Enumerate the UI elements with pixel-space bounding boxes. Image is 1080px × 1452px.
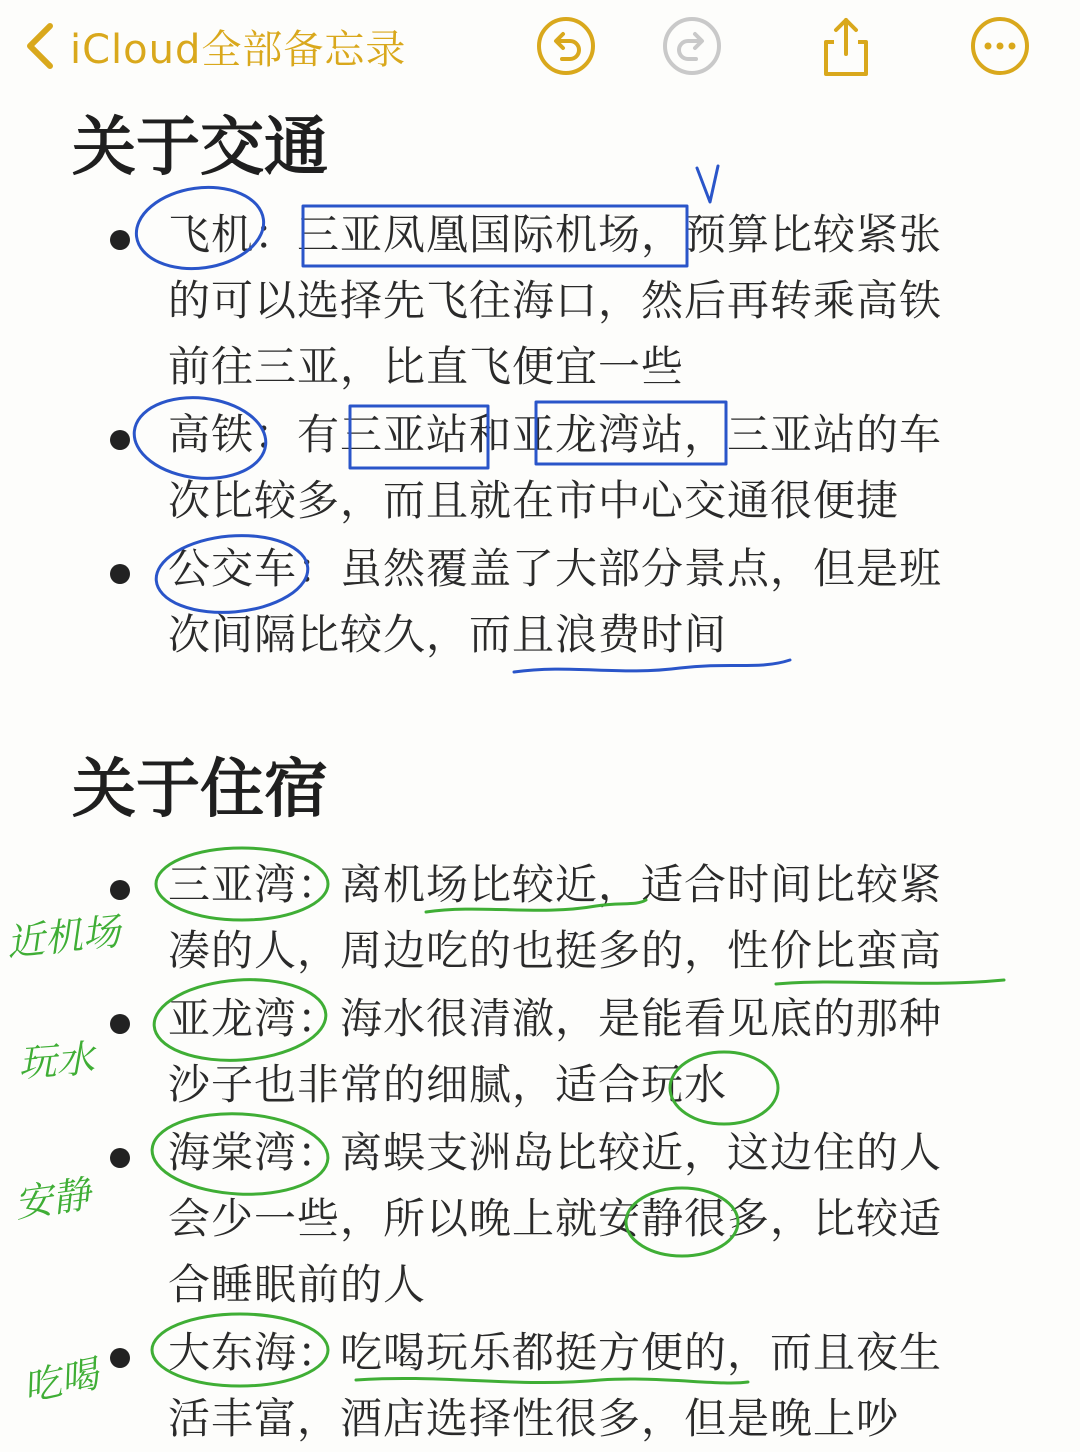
margin-note: 近机场 <box>4 909 123 965</box>
undo-icon[interactable] <box>534 14 598 78</box>
item-line: 活丰富，酒店选择性很多，但是晚上吵 <box>168 1394 900 1443</box>
margin-note: 玩水 <box>16 1036 96 1086</box>
notes-toolbar <box>0 0 1080 96</box>
bullet <box>110 1148 130 1168</box>
back-label: iCloud全部备忘录 <box>70 26 407 73</box>
note-body[interactable] <box>0 96 1080 1443</box>
item-line: 合睡眠前的人 <box>168 1260 427 1309</box>
item-line: 飞机：三亚凤凰国际机场，预算比较紧张 <box>168 210 943 259</box>
item-line: 前往三亚，比直飞便宜一些 <box>168 342 685 391</box>
redo-icon[interactable] <box>660 14 724 78</box>
item-line: 会少一些，所以晚上就安静很多，比较适 <box>168 1194 943 1243</box>
chevron-left-icon <box>20 18 60 74</box>
bullet <box>110 230 130 250</box>
bullet <box>110 430 130 450</box>
back-button[interactable] <box>20 14 406 78</box>
item-line: 沙子也非常的细腻，适合玩水 <box>168 1060 728 1109</box>
margin-note: 吃喝 <box>18 1351 103 1411</box>
item-line: 次间隔比较久，而且浪费时间 <box>168 610 728 659</box>
share-icon[interactable] <box>814 14 878 78</box>
bullet <box>110 880 130 900</box>
more-icon[interactable] <box>968 14 1032 78</box>
bullet <box>110 1014 130 1034</box>
item-line: 亚龙湾：海水很清澈，是能看见底的那种 <box>168 994 943 1043</box>
item-line: 次比较多，而且就在市中心交通很便捷 <box>168 476 900 525</box>
margin-note: 安静 <box>11 1171 94 1227</box>
item-line: 海棠湾：离蜈支洲岛比较近，这边住的人 <box>168 1128 943 1177</box>
bullet <box>110 1348 130 1368</box>
item-line: 大东海：吃喝玩乐都挺方便的，而且夜生 <box>168 1328 943 1377</box>
bullet <box>110 564 130 584</box>
section-heading-lodging: 关于住宿 <box>72 753 328 827</box>
item-line: 的可以选择先飞往海口，然后再转乘高铁 <box>168 276 943 325</box>
item-line: 高铁：有三亚站和亚龙湾站，三亚站的车 <box>168 410 943 459</box>
item-line: 凑的人，周边吃的也挺多的，性价比蛮高 <box>168 926 943 975</box>
section-heading-transport: 关于交通 <box>72 111 328 185</box>
item-line: 公交车：虽然覆盖了大部分景点，但是班 <box>168 544 943 593</box>
item-line: 三亚湾：离机场比较近，适合时间比较紧 <box>168 860 943 909</box>
